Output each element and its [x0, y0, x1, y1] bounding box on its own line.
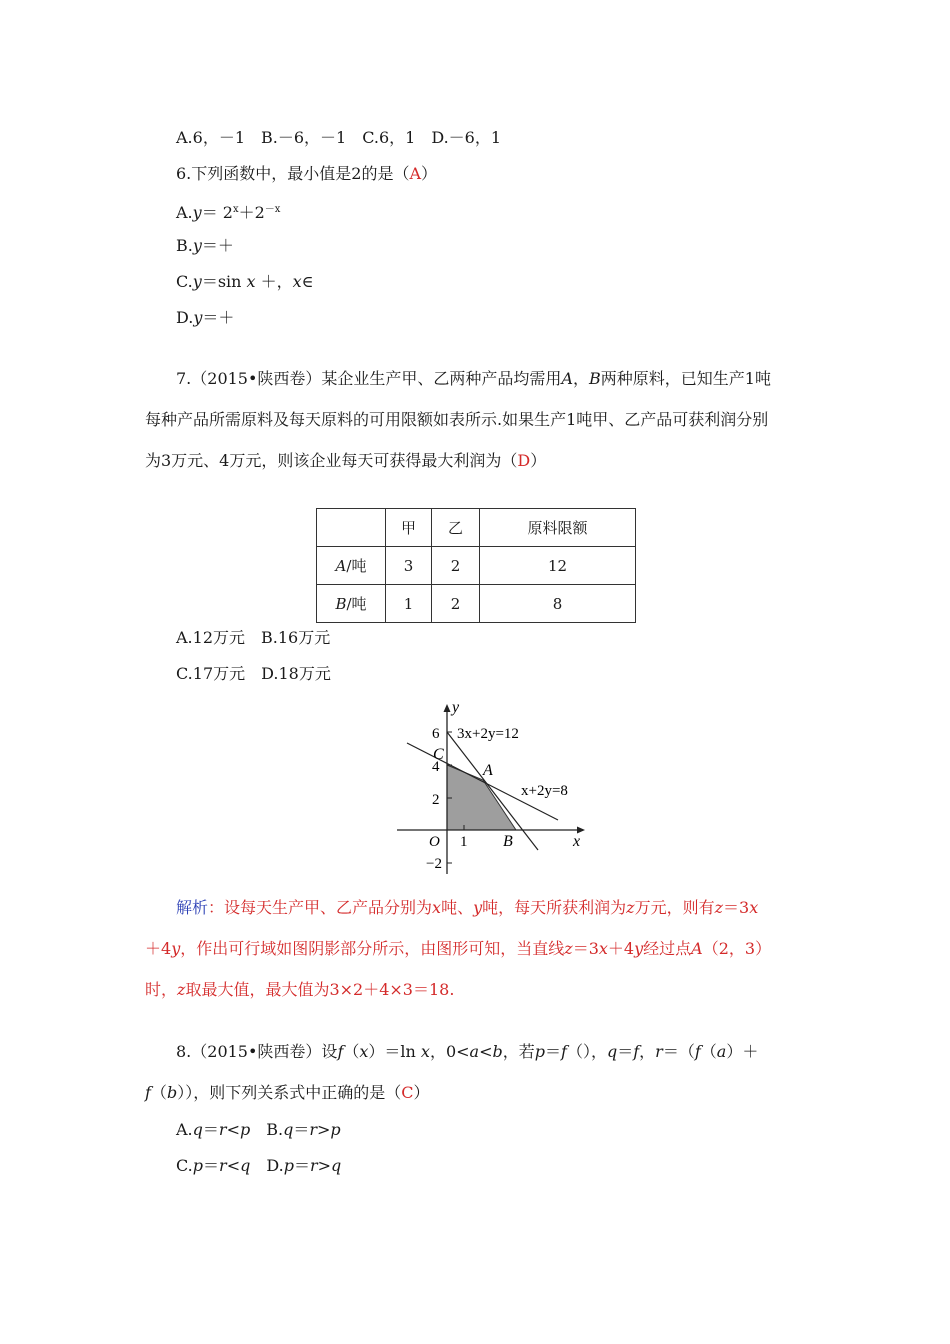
- q8-text: <: [479, 1042, 493, 1061]
- table-cell: 2: [432, 547, 480, 585]
- table-row: [317, 585, 636, 623]
- var-y: y: [192, 236, 202, 255]
- q8-text: ）＝ln: [368, 1042, 421, 1061]
- exponent: x: [232, 204, 239, 215]
- tick-label-4: 4: [432, 759, 440, 775]
- var-b: b: [492, 1042, 503, 1061]
- feasible-region-figure: [395, 698, 595, 878]
- var-p: p: [283, 1156, 294, 1175]
- option-text: ＝: [293, 1120, 310, 1139]
- x-axis-label: x: [573, 833, 581, 850]
- var-r: r: [219, 1156, 227, 1175]
- q7-line-3: [145, 451, 546, 471]
- table-cell: [317, 585, 386, 623]
- table-header-cell: 原料限额: [480, 509, 636, 547]
- solution-label: 解析: [176, 898, 209, 917]
- var-z: z: [177, 980, 186, 999]
- var-x: x: [749, 898, 759, 917]
- solution-text: ，作出可行域如图阴影部分所示，由图形可知，当直线: [180, 939, 565, 958]
- q8-text: ＝（: [662, 1042, 695, 1061]
- line-label-x-2y-8: x+2y=8: [521, 783, 568, 799]
- solution-text: 时，: [145, 980, 178, 999]
- var-q: q: [192, 1120, 203, 1139]
- solution-text: 经过点: [643, 939, 692, 958]
- point-a-label: A: [483, 762, 493, 779]
- q8-text: 8.（2015•陕西卷）设: [176, 1042, 338, 1061]
- solution-text: ＝3: [723, 898, 750, 917]
- var-q: q: [240, 1156, 251, 1175]
- unit: /吨: [346, 595, 367, 613]
- tick-label-2: 2: [432, 792, 440, 808]
- q8-text: （: [700, 1042, 717, 1061]
- option-text: ＝ 2: [201, 203, 233, 222]
- q7-text: 7.（2015•陕西卷）某企业生产甲、乙两种产品均需用: [176, 369, 562, 388]
- solution-text: ＝3: [572, 939, 599, 958]
- q7-text: 两种原料，已知生产1吨: [600, 369, 771, 388]
- option-text: ＋，: [255, 272, 293, 291]
- option-text: ＝＋: [201, 236, 234, 255]
- var-y: y: [634, 939, 644, 958]
- var-z: z: [714, 898, 724, 917]
- solution-text: ＋4: [607, 939, 635, 958]
- table-header-cell: [317, 509, 386, 547]
- q8-text: ，: [639, 1042, 656, 1061]
- q6-stem: [176, 164, 437, 184]
- q8-text: ）），则下列关系式中正确的是（: [177, 1083, 402, 1102]
- var-r: r: [309, 1156, 318, 1175]
- solution-text: （2，3）: [702, 939, 772, 958]
- q7-text: 为3万元、4万元，则该企业每天可获得最大利润为（: [145, 451, 518, 470]
- var-f: f: [337, 1042, 344, 1061]
- var-a: a: [716, 1042, 727, 1061]
- tick-label-6: 6: [432, 726, 440, 742]
- var-p: p: [534, 1042, 546, 1061]
- unit: /吨: [346, 557, 367, 575]
- solution-text: 吨、: [441, 898, 474, 917]
- q6-option-a: [176, 200, 280, 223]
- solution-text: ：设每天生产甲、乙产品分别为: [208, 898, 433, 917]
- var-y: y: [193, 308, 203, 327]
- q6-stem-text: 6.下列函数中，最小值是2的是（: [176, 164, 410, 183]
- var-z: z: [626, 898, 635, 917]
- option-text: >: [317, 1156, 332, 1175]
- option-prefix: C.: [176, 1156, 193, 1175]
- var-x: x: [359, 1042, 369, 1061]
- y-axis-arrow: [444, 704, 451, 712]
- q8-text: ，0<: [429, 1042, 470, 1061]
- q6-answer: A: [409, 164, 422, 183]
- var-a: A: [561, 369, 573, 388]
- table-cell: 12: [480, 547, 636, 585]
- q7-line-2: 每种产品所需原料及每天原料的可用限额如表所示.如果生产1吨甲、乙产品可获利润分别: [145, 410, 769, 429]
- solution-line-2: [145, 939, 771, 959]
- var-y: y: [192, 203, 202, 222]
- option-prefix: A.: [176, 1120, 193, 1139]
- q8-text: （: [343, 1042, 360, 1061]
- solution-text: 吨，每天所获利润为: [482, 898, 627, 917]
- var-x: x: [420, 1042, 430, 1061]
- var-x: x: [292, 272, 302, 291]
- tick-label-1: 1: [460, 834, 468, 850]
- var-b: b: [166, 1083, 178, 1102]
- table-cell: 2: [432, 585, 480, 623]
- var-p: p: [330, 1120, 341, 1139]
- option-text: ∈: [301, 272, 314, 291]
- q8-text: ＝: [545, 1042, 562, 1061]
- q7-text: ）: [530, 451, 547, 470]
- feasible-region: [447, 765, 516, 830]
- var-a: A: [335, 557, 347, 575]
- var-f: f: [561, 1042, 567, 1061]
- option-text: ＝: [293, 1156, 310, 1175]
- solution-text: ＋4: [145, 939, 172, 958]
- option-text: >: [317, 1120, 331, 1139]
- table-cell: 8: [480, 585, 636, 623]
- table-header-row: [317, 509, 636, 547]
- table-cell: [317, 547, 386, 585]
- materials-table: [316, 508, 636, 623]
- line-label-3x-2y-12: 3x+2y=12: [457, 726, 519, 742]
- var-q: q: [283, 1120, 294, 1139]
- q8-line-1: [176, 1042, 758, 1062]
- q8-options-line-2: [176, 1156, 341, 1176]
- var-z: z: [564, 939, 573, 958]
- q6-stem-close: ）: [421, 164, 438, 183]
- q7-text: ，: [573, 369, 590, 388]
- option-text: <: [226, 1156, 241, 1175]
- var-f: f: [633, 1042, 640, 1061]
- point-c-label: C: [433, 746, 444, 763]
- var-r: r: [218, 1120, 227, 1139]
- option-prefix: A.: [176, 203, 193, 222]
- exponent: －x: [264, 204, 281, 215]
- option-prefix: C.: [176, 272, 193, 291]
- var-f: f: [694, 1042, 701, 1061]
- option-prefix: D.: [176, 308, 194, 327]
- q8-answer: C: [401, 1083, 414, 1102]
- option-prefix: D.: [250, 1156, 284, 1175]
- solution-line-3: [145, 980, 454, 1000]
- table-header-cell: 乙: [432, 509, 480, 547]
- option-text: ＝sin: [201, 272, 247, 291]
- point-b-label: B: [503, 833, 513, 850]
- q6-option-c: [176, 272, 314, 292]
- q7-answer: D: [517, 451, 531, 470]
- var-b: B: [335, 595, 347, 613]
- table-cell: 3: [386, 547, 432, 585]
- var-b: B: [589, 369, 601, 388]
- var-r: r: [309, 1120, 317, 1139]
- var-p: p: [192, 1156, 204, 1175]
- var-q: q: [606, 1042, 618, 1061]
- option-text: <: [226, 1120, 240, 1139]
- table-header-cell: 甲: [386, 509, 432, 547]
- option-text: ＝: [202, 1120, 219, 1139]
- q8-text: （），: [566, 1042, 607, 1061]
- q8-text: （: [150, 1083, 167, 1102]
- var-r: r: [655, 1042, 663, 1061]
- y-axis-label: y: [452, 699, 460, 716]
- option-prefix: B.: [176, 236, 193, 255]
- q8-options-line-1: [176, 1120, 341, 1140]
- q7-line-1: [176, 369, 771, 389]
- q7-options-line-1: A.12万元 B.16万元: [176, 628, 331, 647]
- q8-line-2: [145, 1083, 429, 1103]
- option-prefix: B.: [250, 1120, 284, 1139]
- q6-option-d: [176, 308, 234, 328]
- option-text: ＝＋: [202, 308, 235, 327]
- q8-text: ）: [413, 1083, 430, 1102]
- var-y: y: [192, 272, 202, 291]
- q8-text: ，若: [502, 1042, 535, 1061]
- var-y: y: [473, 898, 483, 917]
- var-x: x: [246, 272, 256, 291]
- solution-text: 万元，则有: [634, 898, 715, 917]
- solution-line-1: [176, 898, 758, 918]
- var-a: a: [469, 1042, 480, 1061]
- var-q: q: [331, 1156, 342, 1175]
- option-text: ＝: [203, 1156, 220, 1175]
- var-f: f: [145, 1083, 151, 1102]
- var-y: y: [171, 939, 181, 958]
- q7-options-line-2: C.17万元 D.18万元: [176, 664, 331, 683]
- q8-text: ＝: [617, 1042, 634, 1061]
- table-cell: 1: [386, 585, 432, 623]
- table-row: [317, 547, 636, 585]
- q8-text: ）＋: [726, 1042, 759, 1061]
- q5-options: A.6，－1 B.－6，－1 C.6，1 D.－6，1: [176, 128, 502, 147]
- var-a: A: [691, 939, 703, 958]
- var-x: x: [598, 939, 608, 958]
- origin-label: O: [429, 834, 440, 850]
- option-text: ＋2: [238, 203, 265, 222]
- solution-text: 取最大值，最大值为3×2＋4×3＝18.: [185, 980, 455, 999]
- q6-option-b: [176, 236, 234, 256]
- var-p: p: [239, 1120, 251, 1139]
- var-x: x: [432, 898, 442, 917]
- tick-label-neg2: −2: [426, 856, 442, 872]
